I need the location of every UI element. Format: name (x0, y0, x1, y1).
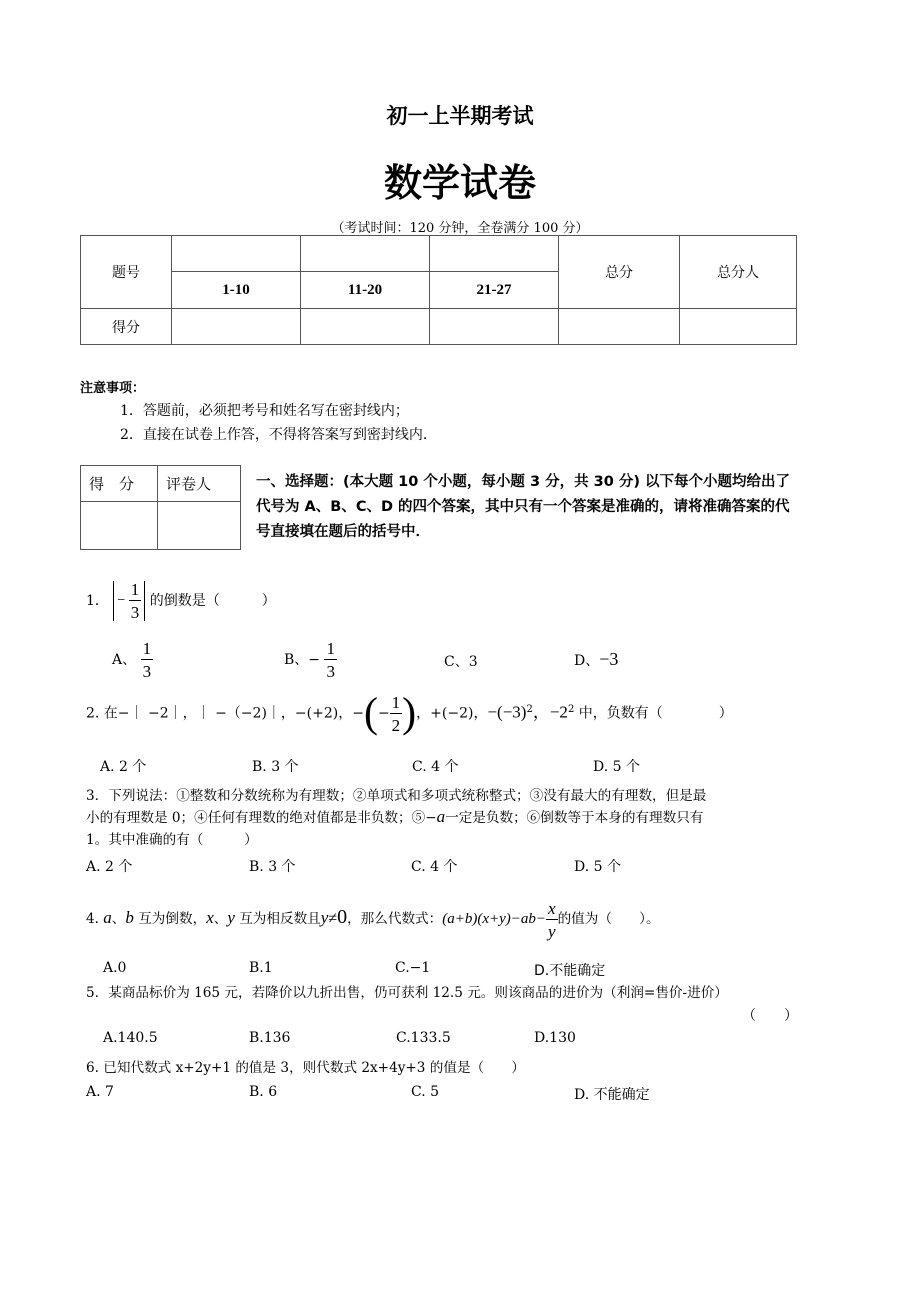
question-1 (86, 581, 276, 621)
exponent: 2 (567, 704, 575, 715)
option-b[interactable]: B.136 (249, 1030, 291, 1046)
option-d[interactable]: D. 不能确定 (574, 1087, 650, 1103)
question-number-header: 题号 (81, 236, 172, 309)
range-1: 1-10 (172, 272, 301, 309)
option-value: −3 (599, 649, 619, 669)
range-3: 21-27 (430, 272, 559, 309)
score-row-header: 得分 (81, 309, 172, 345)
question-number: 1． (86, 593, 109, 609)
option-c[interactable]: C.−1 (395, 960, 431, 976)
minus-sign: − (308, 652, 321, 668)
minus-sign: − (117, 593, 126, 609)
question-3-line: 1。其中准确的有（ ） (86, 832, 258, 848)
question-text: ，那么代数式： (347, 911, 443, 927)
question-text: 小的有理数是 0；④任何有理数的绝对值都是非负数；⑤− (86, 810, 437, 826)
score-table (80, 235, 797, 345)
exam-info: （考试时间：120 分钟，全卷满分 100 分） (331, 221, 589, 236)
grader-score-header: 得 分 (81, 466, 158, 502)
option-a[interactable]: A. 2 个 (86, 859, 133, 875)
fraction (129, 581, 142, 621)
fraction (546, 900, 558, 940)
fraction-numerator: x (548, 898, 556, 918)
question-text: ，+(−2)， (416, 705, 488, 722)
exponent: 2 (526, 704, 533, 715)
grader-table (80, 465, 241, 550)
variable: y (227, 908, 235, 927)
paren-open: ( (363, 690, 378, 737)
option-b[interactable]: B. 3 个 (252, 759, 299, 775)
question-text: 一定是负数；⑥倒数等于本身的有理数只有 (445, 810, 704, 826)
value: 0 (337, 906, 348, 928)
variable: y (320, 908, 329, 927)
option-c[interactable]: C. 4 个 (411, 859, 458, 875)
exam-subtitle: 初一上半期考试 (386, 104, 534, 128)
question-3-line: 3．下列说法：①整数和分数统称为有理数；②单项式和多项式统称整式；③没有最大的有理数，但是最 (86, 788, 707, 804)
fraction-numerator: 1 (326, 639, 335, 658)
exam-title: 数学试卷 (383, 161, 536, 205)
paren-close: ) (402, 690, 417, 737)
option-c[interactable]: C. 5 (411, 1084, 440, 1100)
expression: ，−2 (532, 702, 568, 722)
option-b[interactable]: B. 3 个 (249, 859, 296, 875)
option-b[interactable]: B.1 (249, 960, 273, 976)
variable: b (125, 908, 134, 927)
option-c[interactable]: C.133.5 (396, 1030, 451, 1046)
question-text: 的值为（ ）。 (557, 911, 660, 927)
fraction-denominator: 3 (326, 662, 335, 681)
option-d[interactable] (574, 649, 618, 670)
option-label: A、 (112, 652, 137, 668)
fraction-numerator: 1 (391, 692, 401, 712)
question-4 (86, 893, 660, 941)
minus-sign: − (377, 705, 390, 722)
variable: a (103, 908, 112, 927)
question-text: 互为相反数且 (234, 911, 321, 927)
total-person-header: 总分人 (680, 236, 797, 309)
notice-item: 2．直接在试卷上作答，不得将答案写到密封线内． (120, 427, 437, 443)
expression: (a+b)(x+y)−ab− (442, 911, 547, 927)
option-c[interactable]: C. 4 个 (412, 759, 459, 775)
score-cell[interactable] (301, 309, 430, 345)
score-cell[interactable] (172, 236, 301, 272)
variable: x (206, 908, 214, 927)
fraction-denominator: 2 (391, 715, 401, 735)
not-equal-sign: ≠ (328, 910, 338, 927)
option-b[interactable]: B. 6 (249, 1084, 278, 1100)
answer-paren: （ ） (742, 1008, 798, 1024)
fraction-denominator: 3 (130, 603, 140, 622)
option-a[interactable]: A.140.5 (103, 1030, 158, 1046)
score-cell[interactable] (301, 236, 430, 272)
option-d[interactable]: D. 5 个 (593, 759, 640, 775)
option-a[interactable] (112, 640, 153, 680)
option-a[interactable]: A. 2 个 (100, 759, 147, 775)
option-b[interactable] (284, 640, 337, 680)
question-text: 2. 在−｜ −2｜，｜ −（−2)｜，−(+2)，− (86, 705, 364, 722)
section-heading-line: 一、选择题：(本大题 10 个小题，每小题 3 分，共 30 分) 以下每个小题均给出了 (256, 474, 791, 490)
grader-name-header: 评卷人 (158, 466, 241, 502)
fraction (390, 694, 403, 734)
question-number: 4. (86, 911, 104, 927)
separator: 、 (213, 911, 228, 927)
grader-name-cell[interactable] (158, 502, 241, 550)
question-2 (86, 685, 733, 735)
grader-score-cell[interactable] (81, 502, 158, 550)
range-2: 11-20 (301, 272, 430, 309)
section-heading-line: 号直接填在题后的括号中． (256, 524, 430, 540)
total-header: 总分 (559, 236, 680, 309)
section-heading-line: 代号为 A、B、C、D 的四个答案，其中只有一个答案是准确的，请将准确答案的代 (256, 499, 790, 515)
question-3-line (86, 806, 703, 827)
fraction (324, 640, 337, 680)
option-d[interactable]: D. 5 个 (574, 859, 621, 875)
option-d[interactable]: D.不能确定 (534, 963, 606, 979)
fraction-numerator: 1 (130, 580, 140, 599)
score-cell[interactable] (680, 309, 797, 345)
notice-item: 1．答题前，必须把考号和姓名写在密封线内； (120, 403, 409, 419)
variable: a (436, 807, 446, 826)
score-cell[interactable] (172, 309, 301, 345)
separator: 、 (111, 911, 126, 927)
question-text: 的倒数是（ ） (149, 593, 276, 609)
absolute-value-expression (113, 581, 145, 621)
option-c[interactable]: C、3 (444, 654, 478, 670)
expression: −(−3) (487, 702, 527, 722)
question-5-line: 5．某商品标价为 165 元，若降价以九折出售，仍可获利 12.5 元。则该商品的进价为（利润=售价-进价） (86, 985, 728, 1001)
question-text: 中，负数有（ ） (574, 705, 733, 722)
fraction (141, 640, 154, 680)
fraction-numerator: 1 (142, 639, 152, 658)
option-d[interactable]: D.130 (534, 1030, 576, 1046)
option-a[interactable]: A. 7 (86, 1084, 114, 1100)
fraction-denominator: y (548, 921, 556, 941)
score-cell[interactable] (430, 309, 559, 345)
option-label: D、 (574, 653, 600, 669)
score-cell[interactable] (430, 236, 559, 272)
question-6: 6. 已知代数式 x+2y+1 的值是 3，则代数式 2x+4y+3 的值是（ ） (86, 1060, 525, 1076)
score-cell[interactable] (559, 309, 680, 345)
question-text: 互为倒数， (133, 911, 207, 927)
option-a[interactable]: A.0 (103, 960, 127, 976)
fraction-denominator: 3 (142, 662, 152, 681)
notice-title: 注意事项： (80, 381, 146, 396)
option-label: B、 (284, 652, 309, 668)
